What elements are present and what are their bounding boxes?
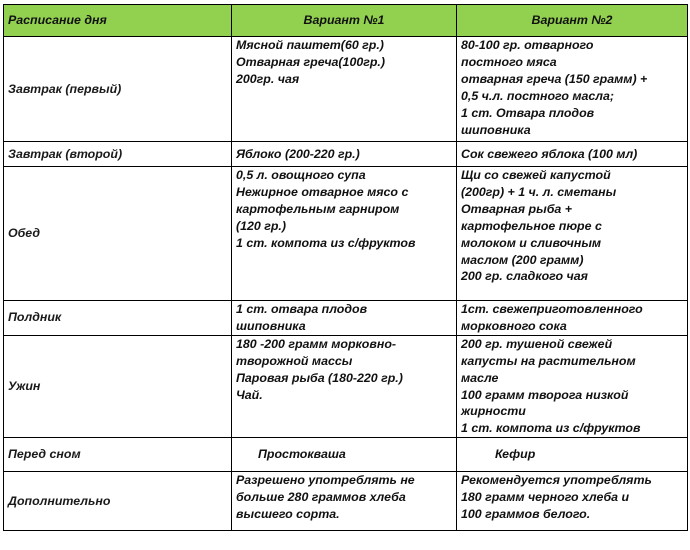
cell-line: 200 гр. тушеной свежей [461, 336, 613, 351]
cell-line: масле [461, 370, 499, 385]
variant-1-cell [232, 301, 457, 336]
cell-line: 200 гр. сладкого чая [461, 269, 588, 284]
variant-2-cell [457, 472, 688, 531]
cell-line: 1 ст. отвара плодов [236, 302, 368, 316]
meal-label: Дополнительно [4, 472, 232, 531]
variant-2-cell [457, 335, 688, 437]
cell-line: 0,5 ч.л. постного масла; [461, 88, 615, 103]
cell-line: 100 грамм творога низкой [461, 387, 629, 402]
cell-line: Мясной паштет(60 гр.) [236, 38, 384, 52]
table-header-row [4, 5, 688, 37]
cell-line: 1 ст. компота из с/фруктов [236, 235, 416, 250]
cell-line: 100 граммов белого. [461, 507, 591, 522]
cell-line: шиповника [461, 122, 531, 137]
cell-line: картофельное пюре с [461, 218, 602, 233]
variant-2-cell [457, 438, 688, 472]
cell-line: Сок свежего яблока (100 мл) [461, 146, 638, 161]
variant-1-cell [232, 438, 457, 472]
cell-line: постного мяса [461, 54, 557, 69]
cell-line: 80-100 гр. отварного [461, 38, 594, 52]
meal-label: Завтрак (второй) [4, 142, 232, 167]
variant-1-cell [232, 37, 457, 142]
table-row [4, 335, 688, 437]
cell-line: Разрешено употреблять не [236, 473, 415, 488]
variant-1-cell [232, 167, 457, 301]
cell-line: 1 ст. Отвара плодов [461, 105, 595, 120]
cell-line: Нежирное отварное мясо с [236, 184, 409, 199]
cell-line: картофельным гарниром [236, 201, 400, 216]
cell-line: Чай. [236, 387, 263, 402]
cell-line: 0,5 л. овощного супа [236, 168, 366, 182]
cell-line: Яблоко (200-220 гр.) [236, 146, 360, 161]
meal-label: Ужин [4, 335, 232, 437]
cell-line: 200гр. чая [236, 71, 300, 86]
cell-line: маслом (200 грамм) [461, 252, 584, 267]
cell-line: 1ст. свежеприготовленного [461, 302, 643, 316]
cell-line: капусты на растительном [461, 353, 636, 368]
cell-line: высшего сорта. [236, 507, 340, 522]
cell-line: Щи со свежей капустой [461, 168, 611, 182]
cell-line: шиповника [236, 318, 306, 333]
table-row [4, 438, 688, 472]
cell-line: Паровая рыба (180-220 гр.) [236, 370, 403, 385]
cell-line: морковного сока [461, 318, 567, 333]
table-row [4, 37, 688, 142]
cell-line: больше 280 граммов хлеба [236, 490, 406, 505]
table-row [4, 301, 688, 336]
meal-label: Перед сном [4, 438, 232, 472]
header-variant-2: Вариант №2 [457, 5, 688, 37]
variant-2-cell [457, 142, 688, 167]
cell-line: Простокваша [258, 447, 346, 462]
table-row [4, 142, 688, 167]
cell-line: Отварная рыба + [461, 201, 572, 216]
variant-2-cell [457, 37, 688, 142]
cell-line: жирности [461, 404, 526, 419]
variant-1-cell [232, 472, 457, 531]
variant-2-cell [457, 167, 688, 301]
cell-line: 180 грамм черного хлеба и [461, 490, 630, 505]
variant-1-cell [232, 335, 457, 437]
cell-line: (120 гр.) [236, 218, 286, 233]
header-schedule: Расписание дня [4, 5, 232, 37]
header-variant-1: Вариант №1 [232, 5, 457, 37]
cell-line: 1 ст. компота из с/фруктов [461, 421, 641, 436]
meal-label: Завтрак (первый) [4, 37, 232, 142]
cell-line: 180 -200 грамм морковно- [236, 336, 397, 351]
meal-label: Обед [4, 167, 232, 301]
cell-line: Рекомендуется употреблять [461, 473, 652, 488]
cell-line: Отварная греча(100гр.) [236, 54, 385, 69]
variant-1-cell [232, 142, 457, 167]
diet-schedule-table [3, 4, 688, 531]
variant-2-cell [457, 301, 688, 336]
cell-line: отварная греча (150 грамм) + [461, 71, 648, 86]
cell-line: творожной массы [236, 353, 353, 368]
cell-line: (200гр) + 1 ч. л. сметаны [461, 184, 617, 199]
table-row [4, 472, 688, 531]
table-row [4, 167, 688, 301]
meal-label: Полдник [4, 301, 232, 336]
cell-line: молоком и сливочным [461, 235, 602, 250]
cell-line: Кефир [495, 447, 536, 462]
